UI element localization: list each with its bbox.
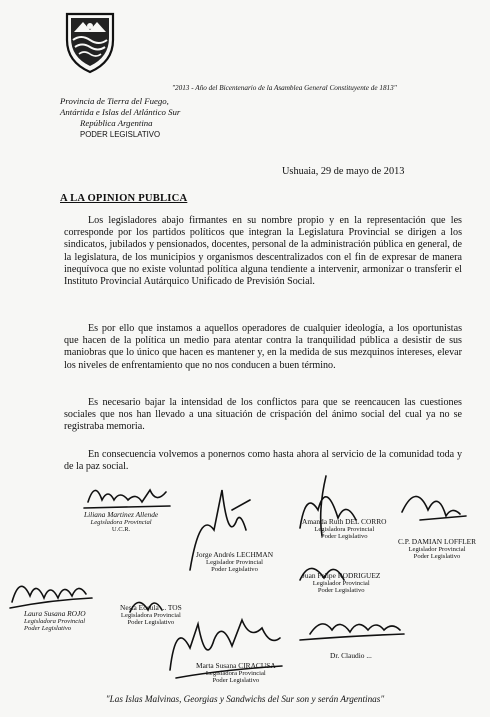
signatory-title: Legisladora Provincial [24,617,86,625]
signatory-7 [120,604,182,627]
signatory-5 [302,572,380,595]
signatory-affiliation: Poder Legislativo [24,625,72,633]
signatory-9 [330,652,372,660]
org-line-antarctica: Antártida e Islas del Atlántico Sur [60,107,181,117]
signatory-name: Nesta Eosula ... TOS [120,603,182,612]
signatory-title: Legislador Provincial [206,558,263,566]
signatory-name: Jorge Andrés LECHMAN [196,550,274,559]
document-heading: A LA OPINION PUBLICA [60,193,188,204]
signatory-title: Legisladora Provincial [120,611,181,619]
body-paragraph-2 [64,323,462,372]
organization-block [60,96,180,140]
signatory-name: Juan Felipe RODRIGUEZ [302,571,381,580]
signatory-title: Legisladora Provincial [314,525,375,533]
signatory-4 [398,538,476,561]
paragraph-text: Los legisladores abajo firmantes en su nombre propio y en la representación que les corresponde por los partidos políticos que integran la Legislatura Provincial se dirigen a los sindicatos, jubilados y pensionados, docentes, personal de la administración pública en general, de la legislatura, de los municipios y organismos descentralizados con el fin de expresar de manera inequívoca que no existe voluntad política alguna tendiente a intervenir, armonizar o transferir el Instituto Provincial Autárquico Unificado de Previsión Social. [64,215,462,288]
signatory-title: Legislador Provincial [408,545,466,553]
year-motto: "2013 - Año del Bicentenario de la Asamblea General Constituyente de 1813" [172,84,397,92]
body-paragraph-1 [64,215,462,288]
provincial-coat-of-arms-icon [63,10,117,74]
signatory-affiliation: U.C.R. [111,526,131,534]
signatory-affiliation: Poder Legislativo [320,533,368,541]
body-paragraph-3 [64,397,462,434]
signatory-affiliation: Poder Legislativo [317,587,365,595]
signatory-affiliation: Poder Legislativo [211,566,258,574]
signatory-name: Dr. Claudio ... [330,651,372,660]
paragraph-text: Es por ello que instamos a aquellos operadores de cualquier ideología, a los oportunistas que hacen de la política un medio para atentar contra la tranquilidad pública a desistir de sus maniobras que lo único que hacen es mantener y, en la medida de sus mezquinos intereses, elevar los niveles de enfrentamiento que no nos conducen a buen término. [64,323,462,371]
signatory-name: Liliana Martinez Allende [84,510,159,519]
closing-motto: "Las Islas Malvinas, Georgias y Sandwichs del Sur son y serán Argentinas" [105,694,385,704]
signatory-name: Amanda Ruth DEL CORRO [302,517,387,526]
signatory-name: Marta Susana CIRACUSA [196,661,276,670]
paragraph-text: En consecuencia volvemos a ponernos como hasta ahora al servicio de la comunidad toda y de la paz social. [64,449,462,473]
signatory-2 [302,518,387,541]
document-date: Ushuaia, 29 de mayo de 2013 [282,166,405,177]
signatory-6 [24,610,86,633]
signatory-title: Legisladora Provincial [90,518,152,526]
signatory-title: Legislador Provincial [312,579,370,587]
paragraph-text: Es necesario bajar la intensidad de los conflictos para que se reencaucen las cuestiones sociales que nos han llevado a una situación de crispación del ánimo social del cual ya no se registraba memoria. [64,397,462,433]
org-line-country: República Argentina [80,118,153,128]
org-line-province: Provincia de Tierra del Fuego, [60,96,169,106]
signatory-8 [196,662,276,685]
signatory-affiliation: Poder Legislativo [212,677,260,685]
signatory-name: Laura Susana ROJO [24,609,86,618]
signatory-affiliation: Poder Legislativo [127,619,175,627]
signatory-name: C.P. DAMIAN LOFFLER [398,537,477,546]
signatory-affiliation: Poder Legislativo [413,553,461,561]
signatory-1 [84,511,158,534]
signatory-3 [196,551,273,574]
signatory-title: Legisladora Provincial [205,669,266,677]
org-line-legislature: PODER LEGISLATIVO [80,130,161,139]
